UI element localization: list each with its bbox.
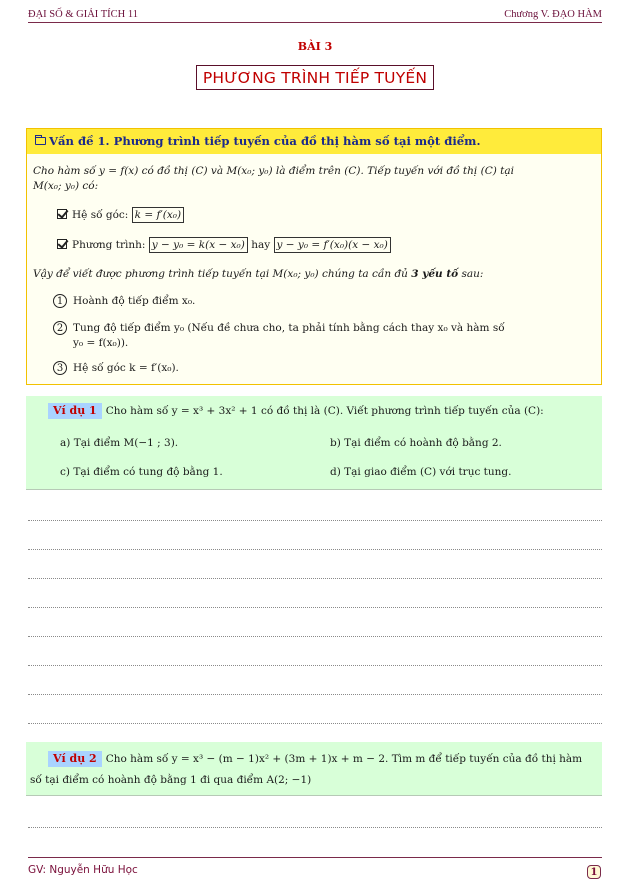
bullet-slope-label: Hệ số góc: [72, 209, 129, 221]
example-1-label: Ví dụ 1 [48, 403, 102, 419]
example-2-question-1: Cho hàm số y = x³ − (m − 1)x² + (3m + 1)x + m − 2. Tìm m để tiếp tuyến của đồ thị hàm [105, 753, 583, 765]
factor-item-2-cont: y₀ = f(x₀)). [73, 337, 129, 349]
lesson-number: BÀI 3 [297, 40, 333, 53]
example-1-part-b: b) Tại điểm có hoành độ bằng 2. [330, 437, 502, 449]
checkbox-icon [57, 209, 67, 219]
equation-formula-a: y − y₀ = k(x − x₀) [149, 237, 248, 253]
need-text-a: Vậy để viết được phương trình tiếp tuyến tại M(x₀; y₀) chúng ta cần đủ [33, 268, 412, 280]
answer-line [28, 549, 602, 550]
factor-item-2-text: Tung độ tiếp điểm y₀ (Nếu đề chưa cho, ta phải tính bằng cách thay x₀ và hàm số [73, 322, 505, 334]
answer-line [28, 607, 602, 608]
example-1-question-line [48, 403, 544, 419]
example-1-part-a: a) Tại điểm M(−1 ; 3). [60, 437, 179, 449]
answer-line [28, 694, 602, 695]
page-header [28, 8, 602, 20]
need-text-bold: 3 yếu tố [411, 268, 459, 280]
equation-or: hay [251, 239, 271, 251]
header-left: ĐẠI SỐ & GIẢI TÍCH 11 [28, 8, 138, 20]
factor-item-1-text: Hoành độ tiếp điểm x₀. [73, 295, 196, 307]
lesson-title-wrap [0, 65, 630, 90]
example-2-box [26, 742, 602, 796]
lesson-title: PHƯƠNG TRÌNH TIẾP TUYẾN [196, 65, 434, 90]
answer-line [28, 827, 602, 828]
answer-line [28, 520, 602, 521]
footer-divider [28, 857, 602, 858]
example-2-question-line-1 [48, 751, 582, 767]
intro-line-2: M(x₀; y₀) có: [33, 180, 99, 192]
example-1-box [26, 396, 602, 490]
factor-item-2 [53, 321, 505, 335]
answer-line [28, 723, 602, 724]
issue-box [26, 128, 602, 385]
circled-number-icon: 3 [53, 361, 67, 375]
answer-line [28, 578, 602, 579]
intro-line-1: Cho hàm số y = f(x) có đồ thị (C) và M(x₀; y₀) là điểm trên (C). Tiếp tuyến với đồ thị (C) tại [33, 165, 515, 177]
need-text [33, 267, 483, 281]
factor-item-3-text: Hệ số góc k = f′(x₀). [73, 362, 179, 374]
slope-formula: k = f′(x₀) [132, 207, 184, 223]
circled-number-icon: 1 [53, 294, 67, 308]
folder-icon [35, 137, 46, 145]
bullet-equation-label: Phương trình: [72, 239, 146, 251]
example-2-question-line-2: số tại điểm có hoành độ bằng 1 đi qua điểm A(2; −1) [30, 774, 312, 786]
answer-line [28, 636, 602, 637]
example-1-part-d: d) Tại giao điểm (C) với trục tung. [330, 466, 512, 478]
page-number: 1 [587, 865, 601, 879]
factor-item-3 [53, 361, 179, 375]
example-1-question: Cho hàm số y = x³ + 3x² + 1 có đồ thị là (C). Viết phương trình tiếp tuyến của (C): [105, 405, 544, 417]
checkbox-icon [57, 239, 67, 249]
header-divider [28, 22, 602, 23]
footer-author: GV: Nguyễn Hữu Học [28, 864, 138, 876]
issue-heading-bar [27, 129, 601, 154]
equation-formula-b: y − y₀ = f′(x₀)(x − x₀) [274, 237, 391, 253]
answer-line [28, 665, 602, 666]
example-2-label: Ví dụ 2 [48, 751, 102, 767]
issue-heading: Vấn đề 1. Phương trình tiếp tuyến của đồ thị hàm số tại một điểm. [49, 134, 481, 148]
example-1-part-c: c) Tại điểm có tung độ bằng 1. [60, 466, 223, 478]
bullet-slope [57, 207, 184, 223]
factor-item-1 [53, 294, 195, 308]
circled-number-icon: 2 [53, 321, 67, 335]
header-right: Chương V. ĐẠO HÀM [504, 8, 602, 20]
need-text-b: sau: [458, 268, 484, 280]
bullet-equation [57, 237, 391, 253]
